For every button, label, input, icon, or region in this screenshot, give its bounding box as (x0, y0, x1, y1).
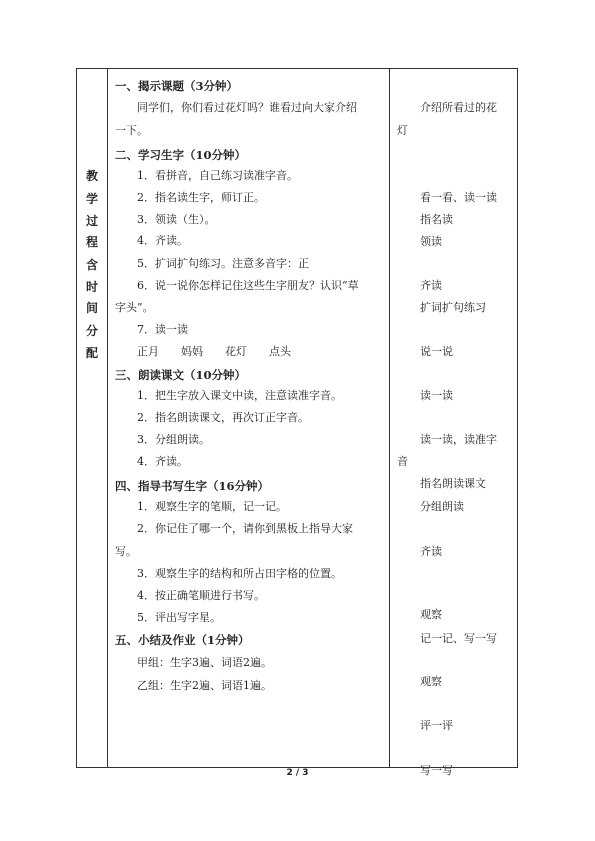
content-line: 4．按正确笔顺进行书写。 (137, 589, 265, 602)
student-activity-line: 指名朗读课文 (420, 477, 486, 490)
section-heading: 二、学习生字（10分钟） (115, 148, 247, 162)
section-label-column (77, 69, 107, 767)
content-line: 乙组：生字2遍、词语1遍。 (137, 679, 272, 692)
student-activity-line: 齐读 (420, 279, 442, 292)
content-line: 3．分组朗读。 (137, 433, 210, 446)
content-line: 5．评出写字星。 (137, 611, 221, 624)
content-line: 3．观察生字的结构和所占田字格的位置。 (137, 567, 342, 580)
column-divider-right (389, 69, 390, 767)
student-activity-line: 扩词扩句练习 (420, 301, 486, 314)
content-line: 2．指名朗读课文，再次订正字音。 (137, 411, 309, 424)
section-label-char: 教 (85, 169, 98, 183)
section-label-char: 含 (85, 258, 98, 272)
content-line: 正月 妈妈 花灯 点头 (137, 345, 291, 358)
section-label-char: 学 (85, 192, 98, 206)
content-line: 写。 (115, 545, 137, 558)
content-line: 3．领读（生）。 (137, 213, 216, 226)
section-heading: 五、小结及作业（1分钟） (115, 633, 250, 647)
section-heading: 四、指导书写生字（16分钟） (115, 479, 270, 493)
content-line: 字头”。 (115, 301, 154, 314)
content-line: 一下。 (115, 124, 148, 137)
student-activity-line: 灯 (397, 124, 408, 137)
content-line: 7．读一读 (137, 323, 188, 336)
student-activity-line: 领读 (420, 235, 442, 248)
content-line: 2．你记住了哪一个，请你到黑板上指导大家 (137, 522, 353, 535)
student-activity-line: 齐读 (420, 545, 442, 558)
content-line: 4．齐读。 (137, 234, 188, 247)
content-line: 6．说一说你怎样记住这些生字朋友？认识“草 (137, 279, 359, 292)
student-activity-line: 读一读 (420, 389, 453, 402)
section-label-char: 配 (85, 346, 98, 360)
section-heading: 三、朗读课文（10分钟） (115, 368, 247, 382)
content-line: 同学们，你们看过花灯吗？谁看过向大家介绍 (137, 101, 357, 114)
student-activity-line: 写一写 (420, 764, 453, 777)
content-line: 4．齐读。 (137, 455, 188, 468)
student-activity-line: 观察 (420, 608, 442, 621)
section-label-char: 程 (85, 235, 98, 249)
student-activity-line: 分组朗读 (420, 500, 464, 513)
student-activity-line: 记一记、写一写 (420, 632, 497, 645)
content-line: 5．扩词扩句练习。注意多音字：正 (137, 257, 309, 270)
student-activity-line: 读一读，读准字 (420, 433, 497, 446)
student-activity-line: 评一评 (420, 719, 453, 732)
column-divider-left (107, 69, 108, 767)
student-activity-line: 观察 (420, 675, 442, 688)
student-activity-line: 介绍所看过的花 (420, 101, 497, 114)
content-line: 1．看拼音，自己练习读准字音。 (137, 169, 298, 182)
student-activity-line: 指名读 (420, 213, 453, 226)
section-label-char: 间 (85, 301, 98, 315)
section-label-char: 分 (85, 324, 98, 338)
student-activity-line: 看一看、读一读 (420, 191, 497, 204)
section-label-char: 过 (85, 214, 98, 228)
content-line: 1．把生字放入课文中读，注意读准字音。 (137, 389, 342, 402)
student-activity-line: 说一说 (420, 345, 453, 358)
section-heading: 一、揭示课题（3分钟） (115, 79, 239, 93)
content-line: 2．指名读生字，师订正。 (137, 191, 265, 204)
content-line: 甲组：生字3遍、词语2遍。 (137, 656, 272, 669)
page-number: 2 / 3 (286, 768, 309, 778)
student-activity-line: 音 (397, 455, 408, 468)
section-label-char: 时 (85, 280, 98, 294)
content-line: 1．观察生字的笔顺，记一记。 (137, 500, 287, 513)
